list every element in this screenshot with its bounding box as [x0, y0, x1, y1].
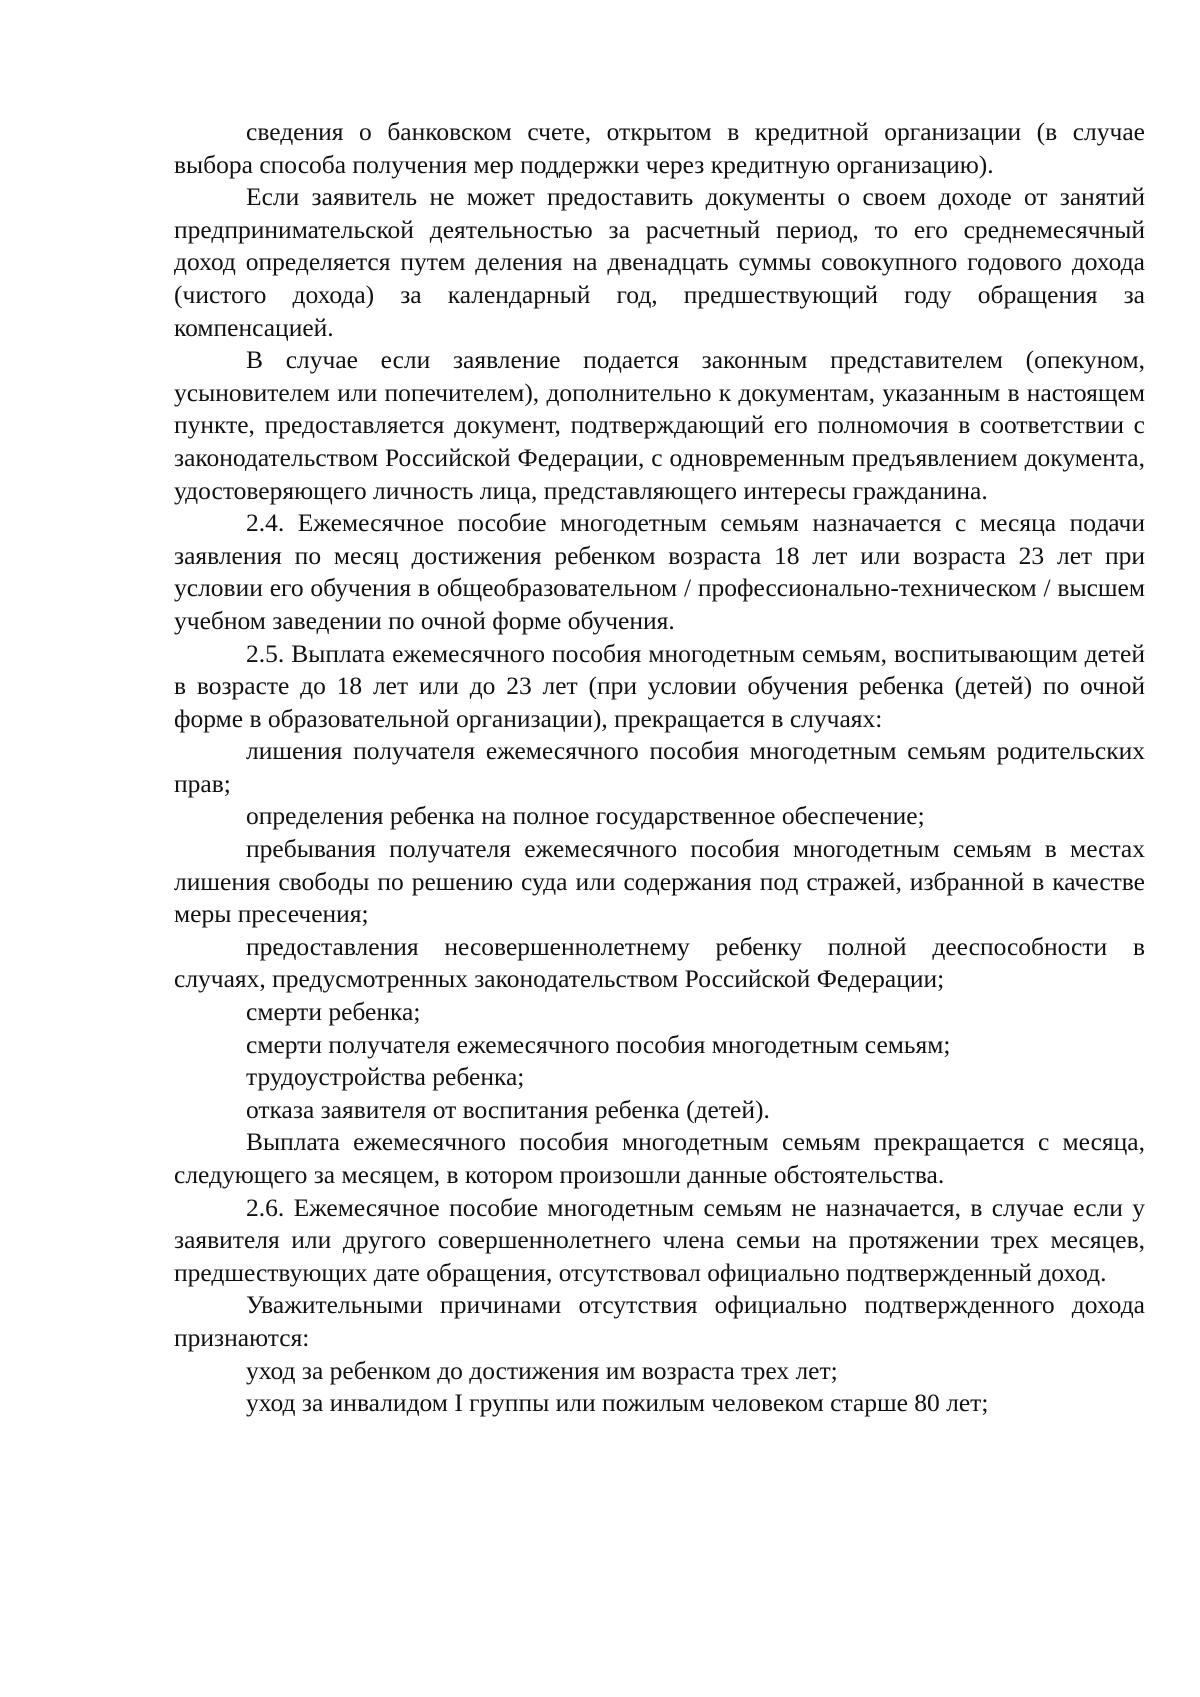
list-item-imprisonment: пребывания получателя ежемесячного пособия многодетным семьям в местах лишения свободы по решению суда или содержания под стражей, избранной в качестве меры пресечения; — [174, 834, 1145, 929]
list-item-recipient-death: смерти получателя ежемесячного пособия многодетным семьям; — [246, 1029, 951, 1059]
paragraph-2-6: 2.6. Ежемесячное пособие многодетным семьям не назначается, в случае если у заявителя или другого совершеннолетнего члена семьи на протяжении трех месяцев, предшествующих дате обращения, отсутствовал официально подтвержденный доход. — [174, 1192, 1145, 1287]
list-item-disabled-care: уход за инвалидом I группы или пожилым человеком старше 80 лет; — [246, 1388, 989, 1418]
list-item-child-death: смерти ребенка; — [246, 997, 421, 1027]
paragraph-legal-representative: В случае если заявление подается законным представителем (опекуном, усыновителем или попечителем), дополнительно к документам, указанным в настоящем пункте, предоставляется документ, подтверждающий его полномочия в соответствии с законодательством Российской Федерации, с одновременным предъявлением документа, удостоверяющего личность лица, представляющего интересы гражданина. — [174, 345, 1145, 505]
list-item-child-employment: трудоустройства ребенка; — [246, 1062, 525, 1092]
paragraph-business-income: Если заявитель не может предоставить документы о своем доходе от занятий предпринимательской деятельностью за расчетный период, то его среднемесячный доход определяется путем деления на двенадцать суммы совокупного годового дохода (чистого дохода) за календарный год, предшествующий году обращения за компенсацией. — [174, 182, 1145, 342]
list-item-deprivation-rights: лишения получателя ежемесячного пособия многодетным семьям родительских прав; — [174, 736, 1145, 798]
paragraph-bank-account: сведения о банковском счете, открытом в кредитной организации (в случае выбора способа получения мер поддержки через кредитную организацию). — [174, 117, 1145, 179]
list-item-child-care: уход за ребенком до достижения им возраста трех лет; — [246, 1355, 838, 1385]
paragraph-2-5: 2.5. Выплата ежемесячного пособия многодетным семьям, воспитывающим детей в возрасте до 18 лет или до 23 лет (при условии обучения ребенка (детей) по очной форме в образовательной организации), прекращается в случаях: — [174, 638, 1145, 733]
list-item-full-capacity: предоставления несовершеннолетнему ребенку полной дееспособности в случаях, предусмотренных законодательством Российской Федерации; — [174, 931, 1145, 994]
document-body — [174, 116, 1145, 1420]
paragraph-2-4: 2.4. Ежемесячное пособие многодетным семьям назначается с месяца подачи заявления по месяц достижения ребенком возраста 18 лет или возраста 23 лет при условии его обучения в общеобразовательном / профессионально-техническом / высшем учебном заведении по очной форме обучения. — [174, 508, 1145, 635]
paragraph-termination-date: Выплата ежемесячного пособия многодетным семьям прекращается с месяца, следующего за месяцем, в котором произошли данные обстоятельства. — [174, 1127, 1145, 1189]
list-item-state-support: определения ребенка на полное государственное обеспечение; — [246, 801, 925, 831]
paragraph-valid-reasons: Уважительными причинами отсутствия официально подтвержденного дохода признаются: — [174, 1290, 1145, 1352]
list-item-refusal: отказа заявителя от воспитания ребенка (детей). — [246, 1094, 770, 1124]
